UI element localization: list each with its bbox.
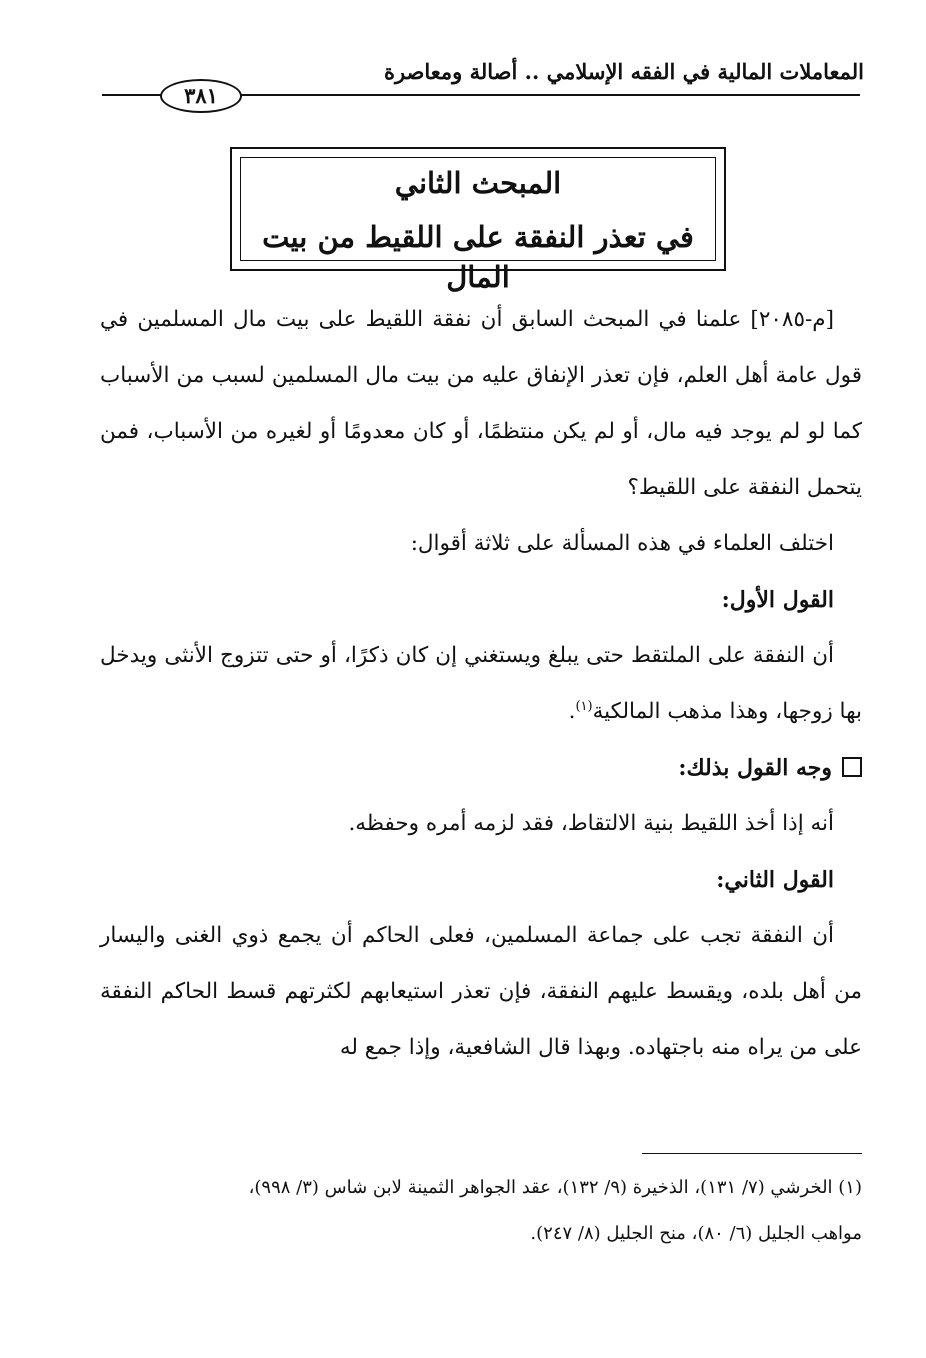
paragraph-first-opinion-text: أن النفقة على الملتقط حتى يبلغ ويستغني إن كان ذكرًا، أو حتى تتزوج الأنثى ويدخل بها زوجها، وهذا مذهب المالكية (100, 643, 862, 724)
paragraph-first-opinion (100, 628, 862, 740)
heading-second-opinion: القول الثاني: (716, 867, 834, 893)
footnote-1-line2: مواهب الجليل (٦/ ٨٠)، منح الجليل (٨/ ٢٤٧). (530, 1223, 862, 1244)
paragraph-first-opinion-end: . (568, 699, 576, 724)
footnote-mark[interactable]: (١) (575, 698, 593, 714)
footnote-1-line1: (١) الخرشي (٧/ ١٣١)، الذخيرة (٩/ ١٣٢)، عقد الجواهر الثمينة لابن شاس (٣/ ٩٩٨)، (248, 1177, 862, 1198)
running-header: المعاملات المالية في الفقه الإسلامي .. أصالة ومعاصرة (383, 59, 864, 84)
paragraph-second-opinion: أن النفقة تجب على جماعة المسلمين، فعلى الحاكم أن يجمع ذوي الغنى واليسار من أهل بلده، ويقسط عليهم النفقة، فإن تعذر استيعابهم لكثرتهم قسط الحاكم النفقة على من يراه منه باجتهاده. وبهذا قال الشافعية، وإذا جمع له (100, 923, 862, 1060)
paragraph-evidence: أنه إذا أخذ اللقيط بنية الالتقاط، فقد لزمه أمره وحفظه. (348, 811, 834, 836)
section-title-line2: في تعذر النفقة على اللقيط من بيت المال (262, 220, 694, 294)
evidence-heading (100, 740, 862, 796)
section-title-box (230, 147, 726, 294)
square-bullet-icon (842, 757, 862, 777)
page-number: ٣٨١ (160, 79, 242, 113)
heading-first-opinion: القول الأول: (721, 587, 834, 613)
body-text (100, 292, 862, 1076)
paragraph-intro: [م-٢٠٨٥] علمنا في المبحث السابق أن نفقة اللقيط على بيت مال المسلمين في قول عامة أهل العلم، فإن تعذر الإنفاق عليه من بيت مال المسلمين لسبب من الأسباب كما لو لم يوجد فيه مال، أو لم يكن منتظمًا، أو كان معدومًا أو لغيره من الأسباب، فمن يتحمل النفقة على اللقيط؟ (100, 307, 862, 500)
evidence-heading-text: وجه القول بذلك: (678, 755, 832, 781)
footnotes (100, 1165, 862, 1257)
paragraph-opinions: اختلف العلماء في هذه المسألة على ثلاثة أقوال: (410, 531, 834, 556)
section-title-line1: المبحث الثاني (394, 166, 562, 200)
footnote-rule (642, 1153, 862, 1154)
